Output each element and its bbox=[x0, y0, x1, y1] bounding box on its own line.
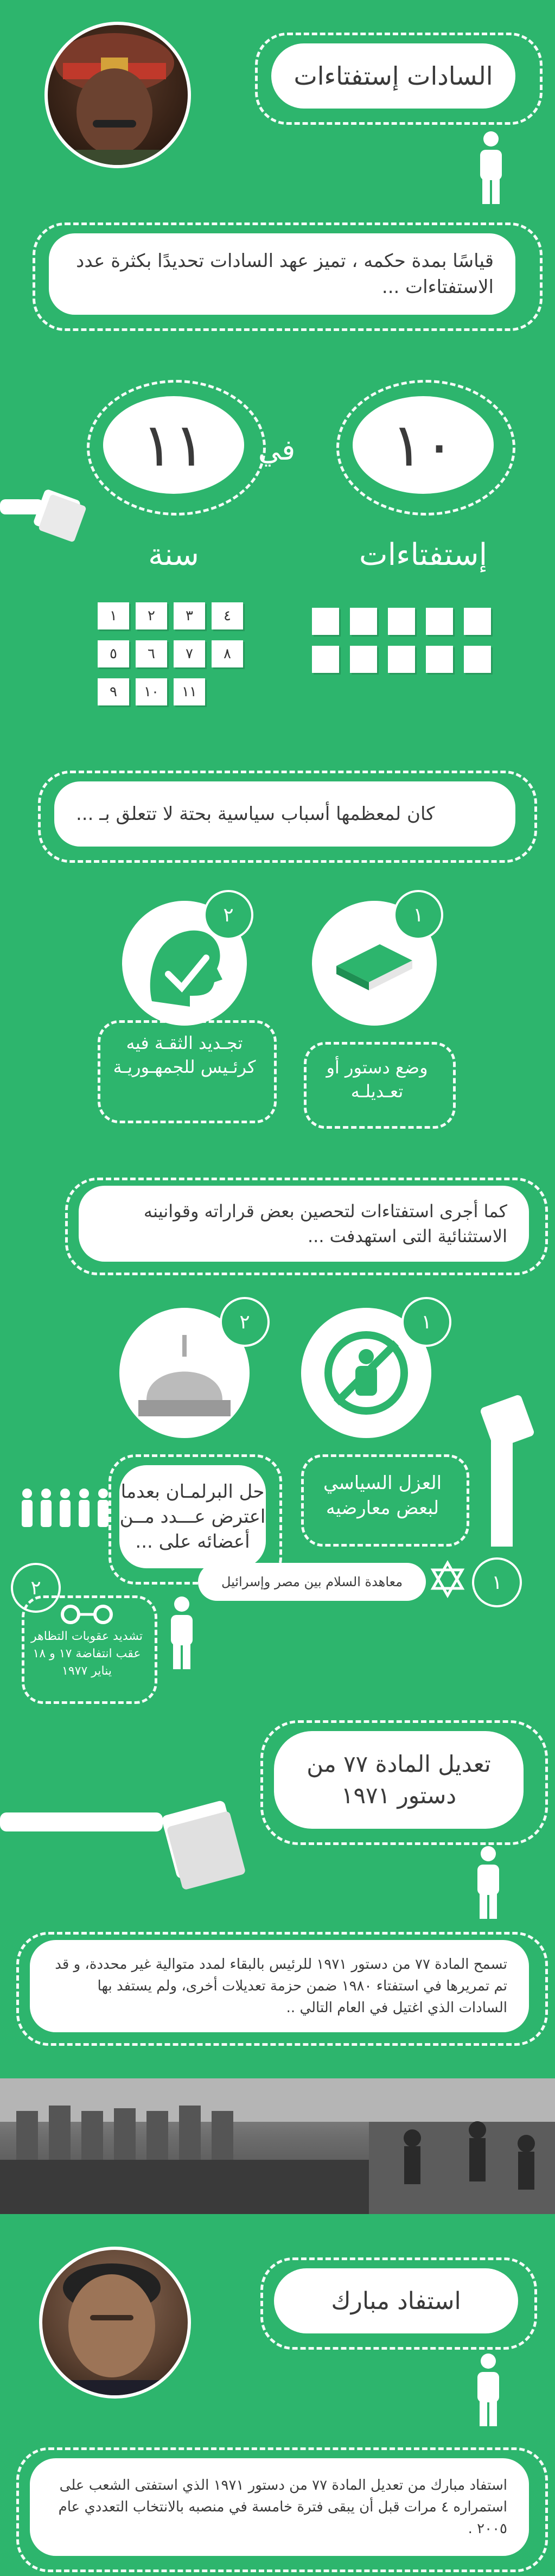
person-icon bbox=[472, 1845, 505, 1921]
count-bubble-years bbox=[103, 396, 244, 494]
title-bubble bbox=[271, 43, 515, 109]
year-tile: ٥ bbox=[98, 640, 129, 667]
target1-text: العزل السياسي لبعض معارضيه bbox=[323, 1472, 442, 1519]
sub1-text: معاهدة السلام بين مصر وإسرائيل bbox=[221, 1574, 403, 1589]
intro-text: قياسًا بمدة حكمه ، تميز عهد السادات تحديدًا بكثرة عدد الاستفتاءات ... bbox=[76, 250, 494, 298]
book-icon bbox=[331, 933, 418, 993]
ballot-tile bbox=[464, 608, 491, 635]
mubarak-text-box bbox=[30, 2458, 529, 2556]
isolation-icon bbox=[320, 1327, 412, 1419]
reason2-number: ٢ bbox=[203, 890, 253, 940]
protect-box bbox=[79, 1186, 529, 1262]
target2-bubble bbox=[119, 1465, 266, 1568]
in-word: في bbox=[258, 434, 296, 467]
star-of-david-icon bbox=[429, 1560, 467, 1598]
ballot-tile bbox=[350, 608, 377, 635]
target1-number: ١ bbox=[401, 1297, 451, 1347]
sub2-number: ٢ bbox=[11, 1563, 61, 1613]
target2-number: ٢ bbox=[220, 1297, 270, 1347]
count-bubble-referendums bbox=[353, 396, 494, 494]
hand-ballot-icon bbox=[0, 1774, 250, 1916]
sub2-text: تشديد عقوبات التظاهر عقب انتفاضة ١٧ و ١٨ يناير ١٩٧٧ bbox=[30, 1630, 143, 1678]
year-tile: ٧ bbox=[174, 640, 205, 667]
amend-title-bubble bbox=[274, 1731, 524, 1829]
ballot-tile bbox=[426, 646, 453, 673]
amend-title: تعديل المادة ٧٧ من دستور ١٩٧١ bbox=[307, 1751, 491, 1809]
amend-text-box bbox=[30, 1940, 529, 2032]
amend-text: تسمح المادة ٧٧ من دستور ١٩٧١ للرئيس بالبقاء لمدد متوالية غير محددة، و قد تم تمريرها في استفتاء ١٩٨٠ ضمن حزمة تعديلات أخرى، ولم يستفد بها السادات الذي اغتيل في العام التالي .. bbox=[55, 1956, 507, 2016]
ballot-tile bbox=[388, 646, 415, 673]
people-group-icon bbox=[19, 1487, 111, 1530]
year-tile: ١٠ bbox=[136, 678, 167, 705]
reason1-number: ١ bbox=[393, 890, 443, 940]
sadat-portrait-art bbox=[44, 25, 188, 168]
sadat-portrait bbox=[44, 22, 191, 168]
person-icon bbox=[475, 130, 507, 206]
hand-ballot-right-icon bbox=[469, 1389, 553, 1552]
page-title: السادات إستفتاءات bbox=[294, 61, 493, 91]
target2-text: حل البرلمـان بعدما اعترض عـــدد مــن أعضائه على ... bbox=[119, 1481, 266, 1553]
ballot-tile bbox=[464, 646, 491, 673]
sub1-number: ١ bbox=[472, 1557, 522, 1607]
hand-ballot-icon bbox=[0, 478, 103, 559]
mubarak-portrait-art bbox=[39, 2250, 188, 2399]
ballot-tile bbox=[388, 608, 415, 635]
count-referendums: ١٠ bbox=[391, 410, 456, 480]
person-icon bbox=[472, 2352, 505, 2428]
year-tile: ٢ bbox=[136, 602, 167, 629]
year-tile: ١١ bbox=[174, 678, 205, 705]
mubarak-title: استفاد مبارك bbox=[331, 2287, 461, 2315]
ballot-tile bbox=[312, 608, 339, 635]
parliament-dome-icon bbox=[130, 1330, 239, 1422]
handcuffs-icon bbox=[60, 1604, 114, 1625]
year-tile: ٤ bbox=[212, 602, 243, 629]
person-icon bbox=[165, 1595, 198, 1671]
year-tile: ٩ bbox=[98, 678, 129, 705]
reason2-text: تجـديد الثقـة فيه كرئـيس للجمهـوريـة bbox=[113, 1033, 256, 1077]
assassination-photo bbox=[0, 2078, 555, 2214]
intro-box bbox=[49, 233, 515, 315]
reasons-intro-text: كان لمعظمها أسباب سياسية بحتة لا تتعلق بـ ... bbox=[76, 803, 435, 825]
ballot-tile bbox=[426, 608, 453, 635]
year-tile: ٦ bbox=[136, 640, 167, 667]
label-referendums: إستفتاءات bbox=[359, 537, 488, 573]
year-tile: ٨ bbox=[212, 640, 243, 667]
sub1-bubble bbox=[198, 1563, 426, 1601]
reason1-text: وضع دستور أو تعـديلـه bbox=[326, 1057, 428, 1102]
count-years: ١١ bbox=[141, 410, 206, 480]
label-years: سنة bbox=[148, 537, 199, 573]
assassination-photo-art bbox=[0, 2078, 555, 2214]
year-tile: ٣ bbox=[174, 602, 205, 629]
mubarak-title-bubble bbox=[274, 2268, 518, 2333]
year-tile: ١ bbox=[98, 602, 129, 629]
mubarak-portrait bbox=[39, 2247, 191, 2399]
mubarak-text: استفاد مبارك من تعديل المادة ٧٧ من دستور ١٩٧١ الذي استفتى الشعب على استمراره ٤ مرات قبل أن يبقى فترة خامسة في منصبه بالانتخاب التعددي عام ٢٠٠٥ . bbox=[58, 2477, 507, 2537]
ballot-tile bbox=[350, 646, 377, 673]
protect-text: كما أجرى استفتاءات لتحصين بعض قراراته وقوانينه الاستثنائية التى استهدفت ... bbox=[143, 1201, 507, 1246]
reasons-intro-box bbox=[54, 781, 515, 847]
ballot-tile bbox=[312, 646, 339, 673]
